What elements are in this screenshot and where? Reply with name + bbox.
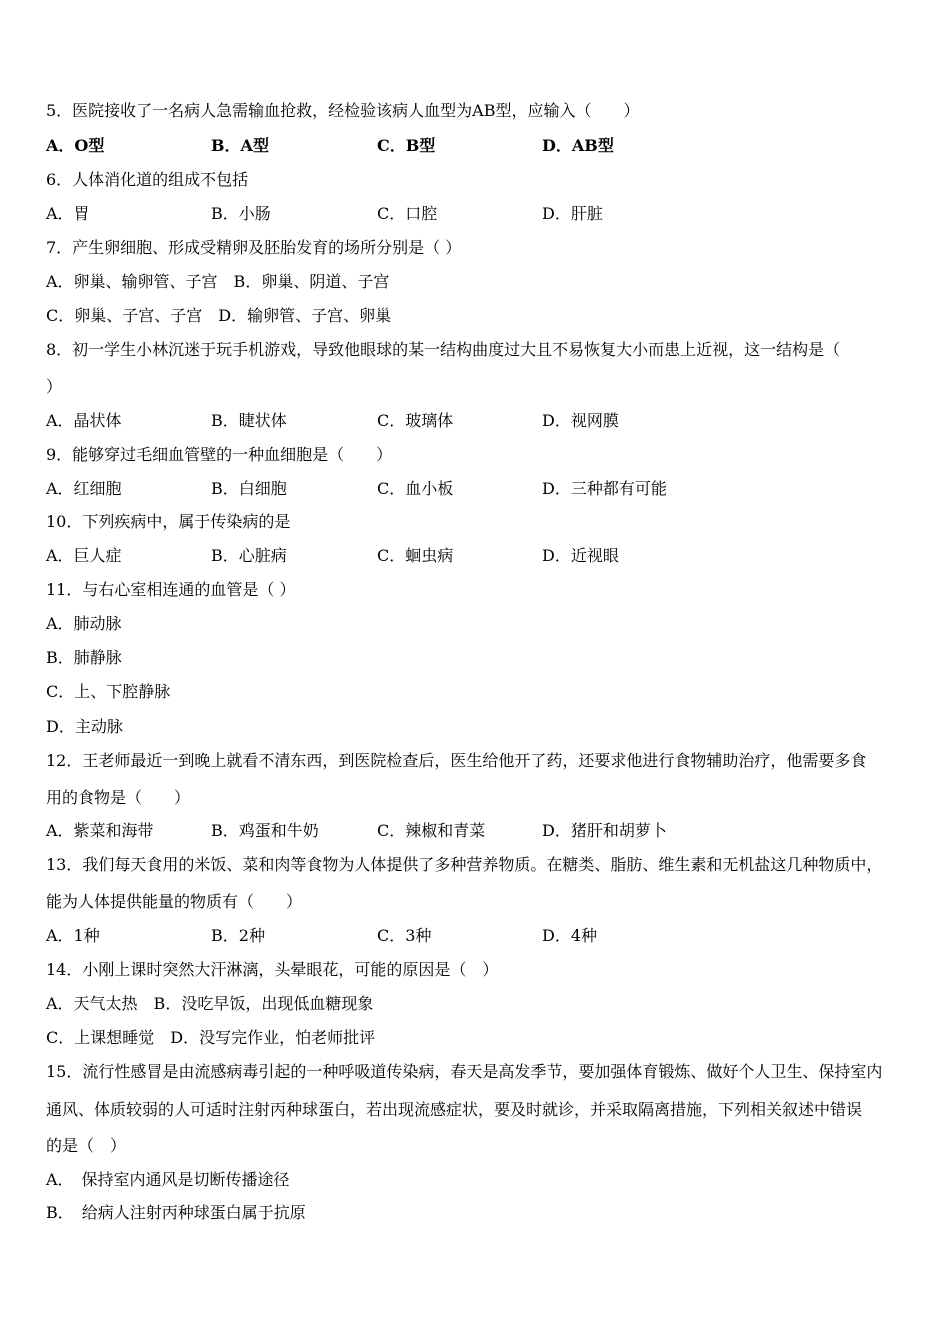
q11-option-d: D．主动脉 — [46, 717, 123, 736]
q13-option-a: A．1种 — [46, 926, 100, 945]
q13-option-c: C．3种 — [377, 926, 432, 945]
q5-option-a: A．O型 — [46, 136, 105, 155]
q12-option-a: A．紫菜和海带 — [46, 821, 154, 840]
q8-option-d: D．视网膜 — [542, 411, 619, 430]
q8-option-c: C．玻璃体 — [377, 411, 454, 430]
q10-option-a: A．巨人症 — [46, 546, 122, 565]
question-6-stem: 6．人体消化道的组成不包括 — [46, 170, 249, 189]
q7-options-cd: C．卵巢、子宫、子宫 D．输卵管、子宫、卵巢 — [46, 306, 392, 325]
q5-option-b: B．A型 — [211, 136, 269, 155]
q5-option-c: C．B型 — [377, 136, 436, 155]
q10-option-d: D．近视眼 — [542, 546, 619, 565]
question-9-stem: 9．能够穿过毛细血管壁的一种血细胞是（ ） — [46, 445, 393, 464]
q8-option-a: A．晶状体 — [46, 411, 122, 430]
q6-option-a: A．胃 — [46, 204, 90, 223]
q6-option-d: D．肝脏 — [542, 204, 603, 223]
question-7-stem: 7．产生卵细胞、形成受精卵及胚胎发育的场所分别是（ ） — [46, 238, 462, 257]
question-15-stem-line1: 15．流行性感冒是由流感病毒引起的一种呼吸道传染病，春天是高发季节，要加强体育锻炼、做好个人卫生、保持室内 — [46, 1062, 883, 1081]
q13-option-d: D．4种 — [542, 926, 598, 945]
question-12-stem-line2: 用的食物是（ ） — [46, 788, 191, 807]
q5-option-d: D．AB型 — [542, 136, 614, 155]
question-11-stem: 11．与右心室相连通的血管是（ ） — [46, 580, 296, 599]
q10-option-c: C．蛔虫病 — [377, 546, 454, 565]
question-8-stem-line2: ） — [46, 377, 63, 396]
q14-options-cd: C．上课想睡觉 D．没写完作业，怕老师批评 — [46, 1028, 376, 1047]
q12-option-b: B．鸡蛋和牛奶 — [211, 821, 319, 840]
q7-options-ab: A．卵巢、输卵管、子宫 B．卵巢、阴道、子宫 — [46, 272, 390, 291]
q9-option-a: A．红细胞 — [46, 479, 122, 498]
question-10-stem: 10．下列疾病中，属于传染病的是 — [46, 512, 291, 531]
question-13-stem-line2: 能为人体提供能量的物质有（ ） — [46, 892, 303, 911]
question-14-stem: 14．小刚上课时突然大汗淋漓，头晕眼花，可能的原因是（ ） — [46, 960, 499, 979]
q11-option-b: B．肺静脉 — [46, 648, 122, 667]
q9-option-c: C．血小板 — [377, 479, 454, 498]
question-5-stem: 5．医院接收了一名病人急需输血抢救，经检验该病人血型为AB型，应输入（ ） — [46, 101, 640, 120]
q14-options-ab: A．天气太热 B．没吃早饭，出现低血糖现象 — [46, 994, 374, 1013]
question-15-stem-line3: 的是（ ） — [46, 1136, 127, 1155]
q6-option-b: B．小肠 — [211, 204, 271, 223]
q15-option-a: A． 保持室内通风是切断传播途径 — [46, 1170, 290, 1189]
q15-option-b: B． 给病人注射丙种球蛋白属于抗原 — [46, 1203, 306, 1222]
q12-option-c: C．辣椒和青菜 — [377, 821, 486, 840]
q8-option-b: B．睫状体 — [211, 411, 287, 430]
q11-option-c: C．上、下腔静脉 — [46, 682, 171, 701]
question-12-stem-line1: 12．王老师最近一到晚上就看不清东西，到医院检查后，医生给他开了药，还要求他进行食物辅助治疗，他需要多食 — [46, 751, 867, 770]
question-13-stem-line1: 13．我们每天食用的米饭、菜和肉等食物为人体提供了多种营养物质。在糖类、脂肪、维生素和无机盐这几种物质中， — [46, 855, 883, 874]
q6-option-c: C．口腔 — [377, 204, 438, 223]
q9-option-d: D．三种都有可能 — [542, 479, 667, 498]
question-15-stem-line2: 通风、体质较弱的人可适时注射丙种球蛋白，若出现流感症状，要及时就诊，并采取隔离措施，下列相关叙述中错误 — [46, 1100, 863, 1119]
q10-option-b: B．心脏病 — [211, 546, 287, 565]
q11-option-a: A．肺动脉 — [46, 614, 122, 633]
q9-option-b: B．白细胞 — [211, 479, 287, 498]
q12-option-d: D．猪肝和胡萝卜 — [542, 821, 667, 840]
q13-option-b: B．2种 — [211, 926, 265, 945]
question-8-stem-line1: 8．初一学生小林沉迷于玩手机游戏，导致他眼球的某一结构曲度过大且不易恢复大小而患上近视，这一结构是（ — [46, 340, 841, 359]
